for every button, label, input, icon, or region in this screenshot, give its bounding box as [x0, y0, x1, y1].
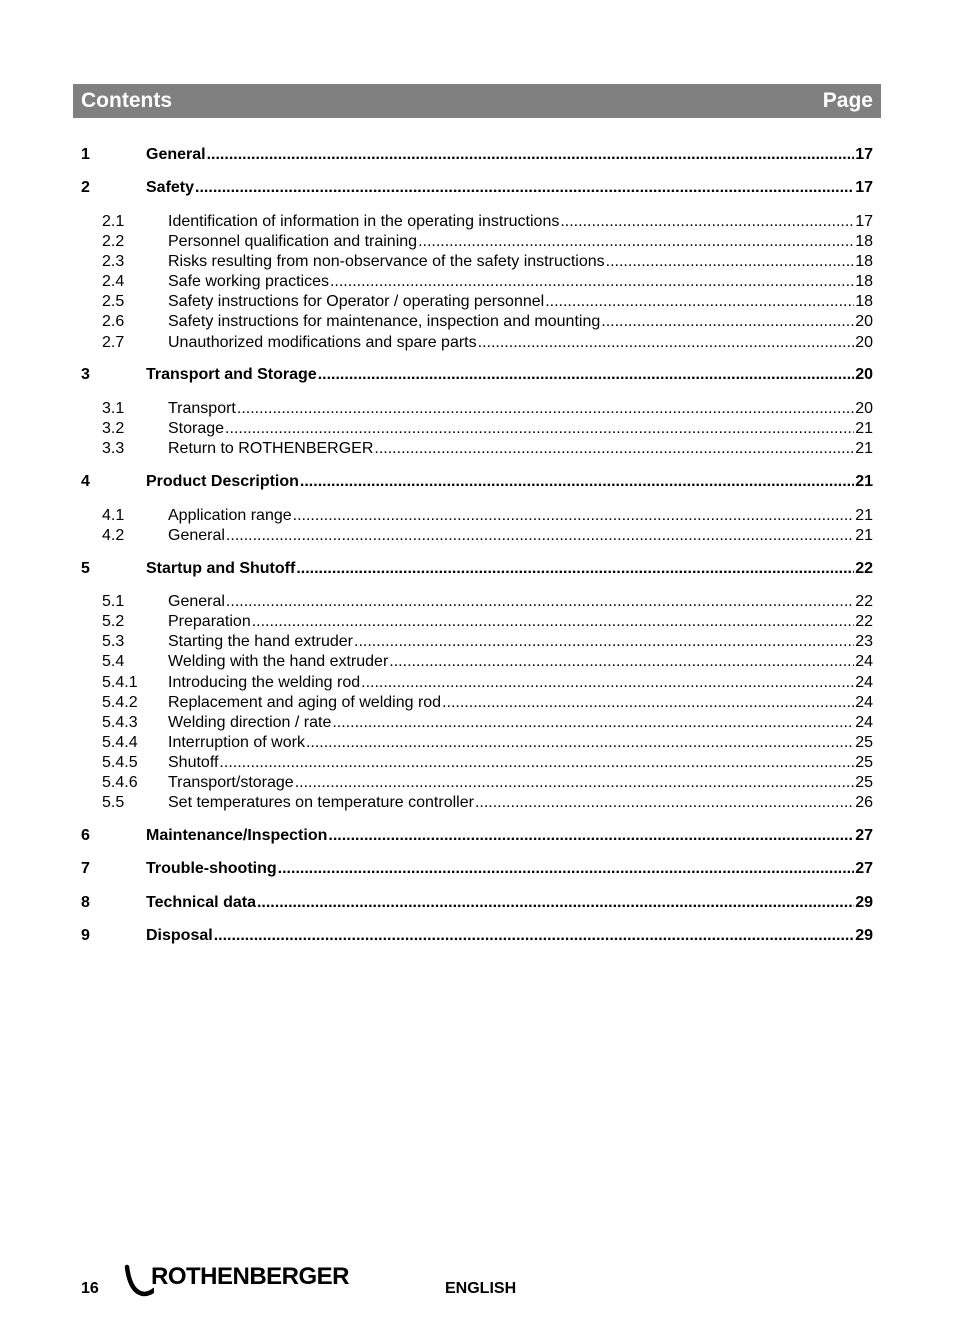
toc-entry-page: 24 — [855, 653, 873, 670]
toc-entry[interactable] — [81, 753, 873, 773]
toc-entry[interactable] — [81, 893, 873, 913]
toc-entry-title: General — [168, 593, 225, 610]
toc-entry-page: 24 — [855, 714, 873, 731]
toc-entry-page: 18 — [855, 273, 873, 290]
toc-entry-page: 17 — [855, 213, 873, 230]
toc-entry-page: 26 — [855, 794, 873, 811]
toc-entry-number: 2.4 — [102, 273, 125, 290]
toc-entry-number: 6 — [81, 827, 90, 844]
toc-entry[interactable] — [81, 333, 873, 353]
toc-entry-title: Starting the hand extruder — [168, 633, 354, 650]
dot-leader — [207, 145, 855, 165]
toc-entry-title: Interruption of work — [168, 734, 305, 751]
toc-entry-page: 17 — [855, 179, 873, 196]
language-label: ENGLISH — [445, 1280, 517, 1297]
toc-entry[interactable] — [81, 793, 873, 813]
toc-entry-number: 5.3 — [102, 633, 125, 650]
toc-entry-page: 27 — [855, 860, 873, 877]
toc-entry-page: 20 — [855, 400, 873, 417]
dot-leader — [195, 178, 854, 198]
toc-entry[interactable] — [81, 526, 873, 546]
toc-entry[interactable] — [81, 292, 873, 312]
toc-entry-number: 2 — [81, 179, 90, 196]
toc-entry-number: 5.5 — [102, 794, 125, 811]
toc-entry-page: 20 — [855, 313, 873, 330]
toc-entry-title: Identification of information in the operating instructions — [168, 213, 560, 230]
dot-leader — [442, 693, 854, 713]
toc-entry-number: 5.2 — [102, 613, 125, 630]
dot-leader — [478, 333, 855, 353]
page-number: 16 — [81, 1280, 99, 1297]
dot-leader — [601, 312, 854, 332]
toc-entry[interactable] — [81, 506, 873, 526]
toc-entry-number: 4 — [81, 473, 90, 490]
toc-entry-page: 21 — [855, 507, 873, 524]
toc-entry[interactable] — [81, 673, 873, 693]
toc-entry-number: 8 — [81, 894, 90, 911]
toc-entry-title: Welding direction / rate — [168, 714, 332, 731]
toc-entry[interactable] — [81, 559, 873, 579]
dot-leader — [252, 612, 854, 632]
toc-entry-title: Transport/storage — [168, 774, 294, 791]
toc-entry-number: 4.1 — [102, 507, 125, 524]
contents-header — [73, 84, 881, 118]
toc-entry-title: Introducing the welding rod — [168, 674, 361, 691]
toc-entry-page: 21 — [855, 527, 873, 544]
toc-entry-title: Risks resulting from non-observance of the safety instructions — [168, 253, 605, 270]
dot-leader — [293, 506, 855, 526]
dot-leader — [237, 399, 854, 419]
toc-entry[interactable] — [81, 272, 873, 292]
toc-entry[interactable] — [81, 312, 873, 332]
toc-entry-page: 29 — [855, 927, 873, 944]
toc-entry-title: Personnel qualification and training — [168, 233, 418, 250]
brand-logotype: ROTHENBERGER — [151, 1263, 350, 1290]
dot-leader — [257, 893, 854, 913]
dot-leader — [300, 472, 854, 492]
toc-entry-page: 22 — [855, 560, 873, 577]
toc-entry-page: 25 — [855, 754, 873, 771]
toc-entry-number: 2.1 — [102, 213, 125, 230]
toc-entry-title: Safe working practices — [168, 273, 329, 290]
toc-entry-page: 21 — [855, 440, 873, 457]
toc-entry[interactable] — [81, 592, 873, 612]
toc-entry-page: 18 — [855, 233, 873, 250]
toc-entry[interactable] — [81, 439, 873, 459]
toc-entry-title: General — [168, 527, 225, 544]
dot-leader — [354, 632, 854, 652]
toc-entry-title: Set temperatures on temperature controller — [168, 794, 474, 811]
toc-entry-page: 24 — [855, 694, 873, 711]
dot-leader — [389, 652, 854, 672]
toc-entry-page: 21 — [855, 473, 873, 490]
toc-entry-number: 4.2 — [102, 527, 125, 544]
dot-leader — [374, 439, 854, 459]
toc-entry[interactable] — [81, 399, 873, 419]
toc-entry[interactable] — [81, 252, 873, 272]
toc-entry[interactable] — [81, 232, 873, 252]
dot-leader — [226, 592, 854, 612]
toc-entry-title: Product Description — [146, 473, 299, 490]
contents-title: Contents — [81, 89, 172, 112]
dot-leader — [225, 419, 854, 439]
toc-entry-title: Safety instructions for Operator / operating personnel — [168, 293, 545, 310]
toc-entry[interactable] — [81, 693, 873, 713]
toc-entry-title: Replacement and aging of welding rod — [168, 694, 442, 711]
toc-entry-page: 20 — [855, 366, 873, 383]
toc-entry[interactable] — [81, 178, 873, 198]
toc-entry-title: Safety — [146, 179, 195, 196]
toc-entry-number: 7 — [81, 860, 90, 877]
toc-entry[interactable] — [81, 859, 873, 879]
toc-entry-title: Storage — [168, 420, 225, 437]
toc-entry-title: Disposal — [146, 927, 213, 944]
rothenberger-logo — [124, 1263, 360, 1299]
dot-leader — [560, 212, 854, 232]
toc-entry-title: Safety instructions for maintenance, inspection and mounting — [168, 313, 601, 330]
toc-entry[interactable] — [81, 212, 873, 232]
toc-entry[interactable] — [81, 419, 873, 439]
dot-leader — [219, 753, 854, 773]
toc-entry[interactable] — [81, 773, 873, 793]
toc-entry-number: 5.4.6 — [102, 774, 138, 791]
toc-entry[interactable] — [81, 713, 873, 733]
dot-leader — [418, 232, 854, 252]
toc-entry-number: 5 — [81, 560, 90, 577]
dot-leader — [330, 272, 854, 292]
toc-entry-title: General — [146, 146, 206, 163]
dot-leader — [226, 526, 854, 546]
toc-entry-title: Trouble-shooting — [146, 860, 277, 877]
dot-leader — [606, 252, 855, 272]
toc-entry-title: Transport — [168, 400, 236, 417]
toc-entry-page: 20 — [855, 334, 873, 351]
toc-entry[interactable] — [81, 612, 873, 632]
toc-entry-title: Shutoff — [168, 754, 219, 771]
toc-entry-number: 3.1 — [102, 400, 125, 417]
toc-entry-number: 5.1 — [102, 593, 125, 610]
toc-entry-page: 18 — [855, 293, 873, 310]
dot-leader — [545, 292, 854, 312]
toc-entry-title: Preparation — [168, 613, 251, 630]
toc-entry-title: Maintenance/Inspection — [146, 827, 328, 844]
dot-leader — [306, 733, 854, 753]
dot-leader — [332, 713, 854, 733]
toc-entry-title: Startup and Shutoff — [146, 560, 296, 577]
toc-entry-number: 2.3 — [102, 253, 125, 270]
dot-leader — [318, 365, 855, 385]
toc-entry-number: 3 — [81, 366, 90, 383]
toc-entry-title: Welding with the hand extruder — [168, 653, 389, 670]
toc-entry-page: 24 — [855, 674, 873, 691]
toc-entry-title: Unauthorized modifications and spare parts — [168, 334, 477, 351]
dot-leader — [214, 926, 855, 946]
toc-entry-title: Application range — [168, 507, 292, 524]
toc-entry-number: 5.4.3 — [102, 714, 138, 731]
page-column-label: Page — [822, 89, 873, 112]
toc-entry-number: 9 — [81, 927, 90, 944]
toc-entry-page: 27 — [855, 827, 873, 844]
toc-entry-number: 5.4.4 — [102, 734, 138, 751]
dot-leader — [328, 826, 854, 846]
dot-leader — [361, 673, 854, 693]
toc-entry[interactable] — [81, 145, 873, 165]
dot-leader — [278, 859, 855, 879]
toc-entry-number: 3.3 — [102, 440, 125, 457]
toc-entry-page: 25 — [855, 734, 873, 751]
toc-entry-number: 2.5 — [102, 293, 125, 310]
toc-entry[interactable] — [81, 733, 873, 753]
toc-entry-page: 17 — [855, 146, 873, 163]
toc-entry[interactable] — [81, 652, 873, 672]
toc-entry-page: 18 — [855, 253, 873, 270]
toc-entry-page: 29 — [855, 894, 873, 911]
toc-entry[interactable] — [81, 826, 873, 846]
toc-entry-number: 1 — [81, 146, 90, 163]
toc-entry-number: 5.4 — [102, 653, 125, 670]
toc-entry-title: Transport and Storage — [146, 366, 317, 383]
toc-entry[interactable] — [81, 472, 873, 492]
toc-entry-number: 5.4.2 — [102, 694, 138, 711]
toc-entry-number: 2.6 — [102, 313, 125, 330]
toc-entry-title: Return to ROTHENBERGER — [168, 440, 374, 457]
toc-entry-page: 21 — [855, 420, 873, 437]
toc-entry-number: 2.7 — [102, 334, 125, 351]
toc-entry[interactable] — [81, 365, 873, 385]
dot-leader — [296, 559, 854, 579]
toc-entry-page: 25 — [855, 774, 873, 791]
logo-swoosh-icon — [124, 1263, 154, 1299]
dot-leader — [475, 793, 854, 813]
toc-entry[interactable] — [81, 926, 873, 946]
toc-entry[interactable] — [81, 632, 873, 652]
toc-entry-number: 3.2 — [102, 420, 125, 437]
toc-entry-page: 22 — [855, 593, 873, 610]
dot-leader — [295, 773, 855, 793]
toc-entry-number: 5.4.1 — [102, 674, 138, 691]
toc-entry-page: 22 — [855, 613, 873, 630]
toc-entry-number: 5.4.5 — [102, 754, 138, 771]
toc-entry-number: 2.2 — [102, 233, 125, 250]
toc-entry-page: 23 — [855, 633, 873, 650]
toc-entry-title: Technical data — [146, 894, 256, 911]
